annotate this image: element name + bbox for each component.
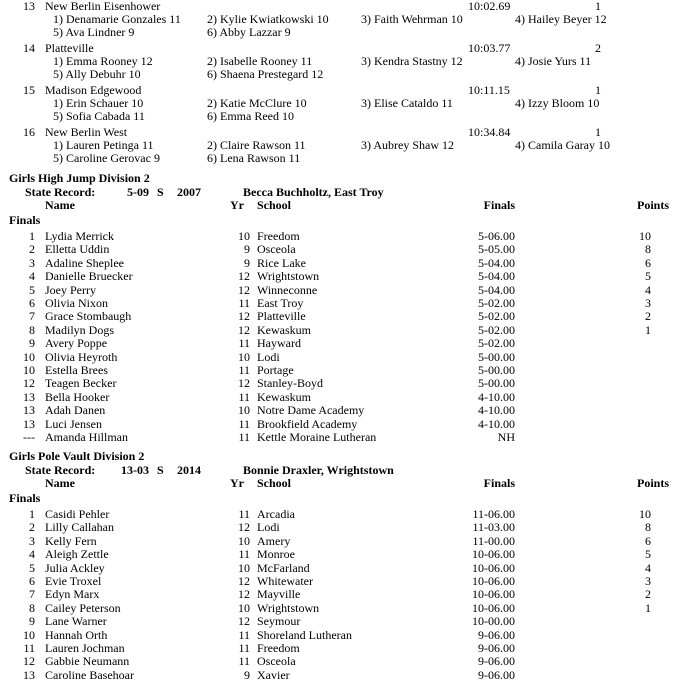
athlete-year: 12 [238, 269, 250, 284]
result-mark: 11-00.00 [472, 533, 515, 548]
athlete-year: 11 [238, 296, 250, 310]
athlete-year: 10 [238, 533, 250, 548]
relay-member: 4) Camila Garay 10 [515, 138, 610, 152]
result-points: 5 [645, 269, 651, 284]
athlete-name: Danielle Bruecker [45, 269, 133, 284]
athlete-school: Winneconne [257, 282, 318, 297]
result-place: 8 [29, 600, 35, 615]
relay-member: 1) Denamarie Gonzales 11 [53, 12, 181, 26]
result-place: 10 [23, 349, 35, 364]
result-mark: 5-05.00 [478, 242, 515, 257]
athlete-school: McFarland [257, 560, 310, 575]
athlete-year: 10 [238, 600, 250, 615]
relay-time: 10:03.77 [468, 41, 511, 55]
athlete-year: 11 [238, 627, 250, 642]
relay-member: 4) Izzy Bloom 10 [515, 96, 600, 110]
athlete-year: 12 [238, 282, 250, 297]
athlete-school: Freedom [257, 641, 300, 655]
result-mark: 5-04.00 [478, 269, 515, 284]
athlete-name: Gabbie Neumann [45, 654, 130, 669]
record-year: 2014 [177, 463, 201, 477]
result-place: 1 [29, 507, 35, 521]
athlete-school: Shoreland Lutheran [257, 627, 352, 642]
athlete-school: Platteville [257, 309, 306, 324]
relay-time: 10:34.84 [468, 125, 511, 139]
athlete-name: Joey Perry [45, 282, 96, 297]
record-label: State Record: [25, 185, 96, 199]
result-place: 6 [29, 296, 35, 310]
result-place: --- [23, 430, 35, 444]
athlete-school: Xavier [257, 667, 290, 682]
result-place: 13 [23, 667, 35, 682]
athlete-school: East Troy [257, 296, 304, 310]
athlete-name: Caroline Basehoar [45, 667, 134, 682]
result-mark: 5-00.00 [478, 349, 515, 364]
result-mark: 5-00.00 [478, 363, 515, 377]
relay-place: 14 [23, 41, 35, 55]
athlete-school: Wrightstown [257, 600, 320, 615]
result-mark: 5-06.00 [478, 229, 515, 243]
result-points: 4 [645, 560, 651, 575]
athlete-name: Olivia Heyroth [45, 349, 118, 364]
relay-member: 3) Aubrey Shaw 12 [361, 138, 454, 152]
relay-team: New Berlin Eisenhower [45, 0, 161, 13]
result-place: 3 [29, 533, 35, 548]
relay-member: 6) Shaena Prestegard 12 [207, 67, 324, 81]
relay-member: 6) Lena Rawson 11 [207, 151, 301, 165]
header-points: Points [636, 198, 669, 212]
result-place: 12 [23, 376, 35, 391]
athlete-school: Hayward [257, 336, 301, 351]
event-title: Girls High Jump Division 2 [9, 171, 150, 185]
section-label: Finals [9, 491, 41, 505]
relay-points: 1 [595, 125, 601, 139]
athlete-year: 11 [238, 641, 250, 655]
header-finals: Finals [483, 198, 515, 212]
athlete-year: 12 [238, 376, 250, 391]
relay-time: 10:02.69 [468, 0, 511, 13]
athlete-year: 10 [238, 229, 250, 243]
header-yr: Yr [230, 198, 244, 212]
athlete-school: Freedom [257, 229, 300, 243]
athlete-name: Adaline Sheplee [45, 255, 124, 270]
result-points: 2 [645, 309, 651, 324]
result-points: 6 [645, 533, 651, 548]
athlete-school: Arcadia [257, 507, 295, 521]
athlete-school: Kewaskum [257, 389, 311, 404]
athlete-year: 10 [238, 403, 250, 418]
result-mark: 10-06.00 [472, 587, 515, 602]
result-mark: 5-02.00 [478, 296, 515, 310]
athlete-year: 11 [238, 430, 250, 444]
athlete-name: Hannah Orth [45, 627, 108, 642]
athlete-school: Osceola [257, 242, 296, 257]
result-place: 4 [29, 269, 35, 284]
athlete-name: Adah Danen [45, 403, 106, 418]
result-points: 2 [645, 587, 651, 602]
athlete-school: Amery [257, 533, 291, 548]
record-holder: Becca Buchholtz, East Troy [243, 185, 384, 199]
record-label: State Record: [25, 463, 96, 477]
header-school: School [257, 476, 292, 490]
relay-member: 2) Kylie Kwiatkowski 10 [207, 12, 329, 26]
result-place: 11 [23, 641, 35, 655]
result-mark: 4-10.00 [478, 389, 515, 404]
relay-team: Platteville [45, 41, 94, 55]
athlete-name: Evie Troxel [45, 574, 102, 588]
athlete-year: 9 [244, 255, 250, 270]
athlete-year: 10 [238, 560, 250, 575]
result-place: 10 [23, 627, 35, 642]
header-points: Points [636, 476, 669, 490]
athlete-school: Kettle Moraine Lutheran [257, 430, 377, 444]
relay-member: 4) Hailey Beyer 12 [515, 12, 607, 26]
result-place: 9 [29, 614, 35, 629]
result-place: 4 [29, 547, 35, 562]
relay-member: 4) Josie Yurs 11 [515, 54, 592, 68]
result-place: 13 [23, 389, 35, 404]
relay-member: 5) Caroline Gerovac 9 [53, 151, 160, 165]
result-place: 9 [29, 336, 35, 351]
result-place: 10 [23, 363, 35, 377]
relay-member: 5) Sofia Cabada 11 [53, 109, 145, 123]
result-mark: 9-06.00 [478, 667, 515, 682]
result-mark: 9-06.00 [478, 627, 515, 642]
result-mark: 9-06.00 [478, 641, 515, 655]
event-title: Girls Pole Vault Division 2 [9, 449, 145, 463]
athlete-year: 11 [238, 389, 250, 404]
relay-member: 1) Emma Rooney 12 [53, 54, 153, 68]
result-points: 6 [645, 255, 651, 270]
athlete-name: Bella Hooker [45, 389, 110, 404]
athlete-name: Lane Warner [45, 614, 107, 629]
athlete-school: Brookfield Academy [257, 416, 358, 431]
result-mark: 11-06.00 [472, 507, 515, 521]
athlete-name: Lydia Merrick [45, 229, 114, 243]
result-place: 13 [23, 403, 35, 418]
athlete-name: Luci Jensen [45, 416, 102, 431]
record-mark: 13-03 [121, 463, 149, 477]
result-points: 3 [645, 296, 651, 310]
athlete-name: Avery Poppe [45, 336, 108, 351]
relay-points: 2 [595, 41, 601, 55]
relay-member: 2) Isabelle Rooney 11 [207, 54, 313, 68]
athlete-year: 11 [238, 547, 250, 562]
athlete-school: Mayville [257, 587, 301, 602]
result-mark: 5-04.00 [478, 282, 515, 297]
relay-team: Madison Edgewood [45, 83, 142, 97]
relay-member: 2) Claire Rawson 11 [207, 138, 306, 152]
athlete-name: Amanda Hillman [45, 430, 128, 444]
athlete-school: Stanley-Boyd [257, 376, 323, 391]
athlete-school: Rice Lake [257, 255, 306, 270]
result-place: 5 [29, 560, 35, 575]
result-place: 2 [29, 520, 35, 535]
result-mark: 10-06.00 [472, 547, 515, 562]
athlete-year: 12 [238, 309, 250, 324]
relay-member: 3) Faith Wehrman 10 [361, 12, 463, 26]
athlete-name: Madilyn Dogs [45, 322, 114, 337]
result-place: 2 [29, 242, 35, 257]
athlete-year: 10 [238, 349, 250, 364]
header-name: Name [45, 198, 75, 212]
athlete-name: Estella Brees [45, 363, 108, 377]
relay-member: 5) Ava Lindner 9 [53, 25, 135, 39]
result-mark: 10-00.00 [472, 614, 515, 629]
result-place: 13 [23, 416, 35, 431]
athlete-name: Aleigh Zettle [45, 547, 109, 562]
result-place: 5 [29, 282, 35, 297]
result-points: 8 [645, 520, 651, 535]
result-mark: 4-10.00 [478, 403, 515, 418]
athlete-year: 11 [238, 654, 250, 669]
result-mark: 11-03.00 [472, 520, 515, 535]
result-points: 1 [645, 322, 651, 337]
relay-place: 13 [23, 0, 35, 13]
relay-member: 3) Kendra Stastny 12 [361, 54, 463, 68]
header-name: Name [45, 476, 75, 490]
athlete-year: 12 [238, 614, 250, 629]
result-place: 3 [29, 255, 35, 270]
result-place: 8 [29, 322, 35, 337]
relay-points: 1 [595, 83, 601, 97]
relay-member: 6) Abby Lazzar 9 [207, 25, 291, 39]
athlete-year: 12 [238, 574, 250, 588]
athlete-name: Olivia Nixon [45, 296, 108, 310]
result-mark: 4-10.00 [478, 416, 515, 431]
result-mark: 10-06.00 [472, 574, 515, 588]
athlete-name: Cailey Peterson [45, 600, 121, 615]
athlete-year: 11 [238, 416, 250, 431]
athlete-school: Whitewater [257, 574, 313, 588]
result-place: 6 [29, 574, 35, 588]
relay-place: 16 [23, 125, 35, 139]
record-holder: Bonnie Draxler, Wrightstown [243, 463, 394, 477]
relay-points: 1 [595, 0, 601, 13]
athlete-name: Grace Stombaugh [45, 309, 132, 324]
record-flag: S [157, 185, 164, 199]
result-points: 8 [645, 242, 651, 257]
result-points: 3 [645, 574, 651, 588]
record-year: 2007 [177, 185, 201, 199]
result-place: 1 [29, 229, 35, 243]
athlete-school: Lodi [257, 520, 280, 535]
athlete-year: 9 [244, 667, 250, 682]
result-points: 4 [645, 282, 651, 297]
result-mark: 10-06.00 [472, 600, 515, 615]
record-mark: 5-09 [127, 185, 149, 199]
athlete-year: 11 [238, 363, 250, 377]
result-mark: 5-02.00 [478, 336, 515, 351]
record-flag: S [157, 463, 164, 477]
athlete-name: Teagen Becker [45, 376, 117, 391]
athlete-year: 11 [238, 507, 250, 521]
athlete-year: 12 [238, 520, 250, 535]
result-place: 12 [23, 654, 35, 669]
result-mark: 9-06.00 [478, 654, 515, 669]
relay-member: 5) Ally Debuhr 10 [53, 67, 141, 81]
result-place: 7 [29, 309, 35, 324]
result-points: 10 [639, 229, 651, 243]
result-points: 5 [645, 547, 651, 562]
relay-member: 2) Katie McClure 10 [207, 96, 307, 110]
result-mark: 5-02.00 [478, 309, 515, 324]
result-mark: 10-06.00 [472, 560, 515, 575]
relay-time: 10:11.15 [468, 83, 510, 97]
header-yr: Yr [230, 476, 244, 490]
athlete-school: Portage [257, 363, 294, 377]
athlete-name: Casidi Pehler [45, 507, 110, 521]
result-points: 10 [639, 507, 651, 521]
relay-member: 1) Lauren Petinga 11 [53, 138, 154, 152]
athlete-school: Monroe [257, 547, 295, 562]
athlete-year: 12 [238, 322, 250, 337]
athlete-name: Elletta Uddin [45, 242, 110, 257]
relay-member: 6) Emma Reed 10 [207, 109, 294, 123]
athlete-school: Lodi [257, 349, 280, 364]
result-points: 1 [645, 600, 651, 615]
relay-team: New Berlin West [45, 125, 128, 139]
header-finals: Finals [483, 476, 515, 490]
result-mark: 5-02.00 [478, 322, 515, 337]
header-school: School [257, 198, 292, 212]
relay-member: 1) Erin Schauer 10 [53, 96, 144, 110]
athlete-name: Lilly Callahan [45, 520, 114, 535]
result-mark: 5-04.00 [478, 255, 515, 270]
athlete-name: Julia Ackley [45, 560, 105, 575]
athlete-year: 9 [244, 242, 250, 257]
relay-member: 3) Elise Cataldo 11 [361, 96, 453, 110]
athlete-school: Seymour [257, 614, 301, 629]
athlete-school: Wrightstown [257, 269, 320, 284]
athlete-school: Notre Dame Academy [257, 403, 365, 418]
athlete-name: Edyn Marx [45, 587, 100, 602]
result-mark: 5-00.00 [478, 376, 515, 391]
athlete-year: 11 [238, 336, 250, 351]
athlete-school: Kewaskum [257, 322, 311, 337]
result-mark: NH [497, 430, 515, 444]
athlete-name: Lauren Jochman [45, 641, 125, 655]
athlete-name: Kelly Fern [45, 533, 97, 548]
athlete-year: 12 [238, 587, 250, 602]
result-place: 7 [29, 587, 35, 602]
athlete-school: Osceola [257, 654, 296, 669]
relay-place: 15 [23, 83, 35, 97]
section-label: Finals [9, 213, 41, 227]
